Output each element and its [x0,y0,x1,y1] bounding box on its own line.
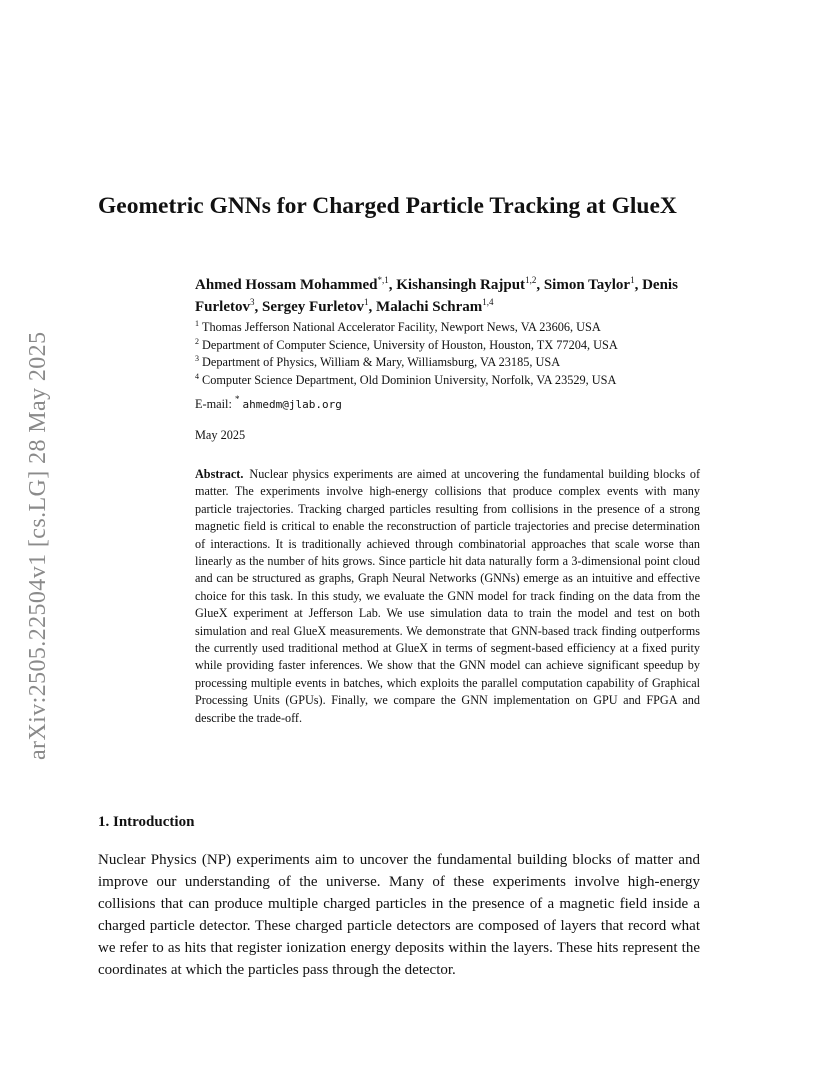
author: Malachi Schram$^{1,4}$ [376,297,494,315]
arxiv-sidebar [24,276,52,760]
author: Denis Furletov$^3$, [195,277,678,315]
author: Kishansingh Rajput$^{1,2}$, [396,275,544,293]
affiliation: $^4$ Computer Science Department, Old Dominion University, Norfolk, VA 23529, USA [195,371,617,387]
section-heading: 1. Introduction [98,814,195,830]
author: Simon Taylor$^1$, [543,275,643,293]
author: Ahmed Hossam Mohammed$^{*,1}$, [195,275,397,293]
paper-title: Geometric GNNs for Charged Particle Tracking at GlueX [98,193,677,219]
publication-date: May 2025 [195,428,246,442]
introduction-paragraph: Nuclear Physics (NP) experiments aim to uncover the fundamental building blocks of matter and improve our understanding of the universe. Many of these experiments involve high-energy collisions that can produce multiple charged particles in the presence of a magnetic field inside a charged particle detector. These charged particle detectors are composed of layers that record what we refer to as hits that register ionization energy deposits within the layers. These hits represent the coordinates at which the particles pass through the detector. [98,852,700,978]
affiliation-list [195,319,755,389]
email-marker: * [234,394,240,404]
abstract-label: Abstract. [195,467,244,481]
affiliation: $^1$ Thomas Jefferson National Accelerator Facility, Newport News, VA 23606, USA [195,319,601,334]
author-list [195,274,715,318]
arxiv-identifier: arXiv:2505.22504v1 [cs.LG] 28 May 2025 [25,331,51,760]
email-label: E-mail: [195,397,232,411]
affiliation: $^2$ Department of Computer Science, University of Houston, Houston, TX 77204, USA [195,336,618,352]
abstract [195,466,700,727]
abstract-text: Nuclear physics experiments are aimed at uncovering the fundamental building blocks of matter. The experiments involve high-energy collisions that produce complex events with many particle trajectories. Tracking charged particles resulting from collisions in the presence of a strong magnetic field is critical to enable the reconstruction of particle trajectories and precise determination of interactions. It is traditionally achieved through combinatorial approaches that scale worse than linearly as the number of hits grows. Since particle hit data naturally form a 3-dimensional point cloud and can be structured as graphs, Graph Neural Networks (GNNs) emerge as an intuitive and effective choice for this task. In this study, we evaluate the GNN model for track finding on the data from the GlueX experiment at Jefferson Lab. We use simulation data to train the model and test on both simulation and real GlueX measurements. We demonstrate that GNN-based track finding outperforms the currently used traditional method at GlueX in terms of segment-based efficiency at a fixed purity while providing faster inferences. We show that the GNN model can achieve significant speedup by processing multiple events in batches, which exploits the parallel computation capability of Graphical Processing Units (GPUs). Finally, we compare the GNN implementation on GPU and FPGA and describe the trade-off. [195,467,700,725]
contact-email [195,394,342,412]
author: Sergey Furletov$^1$, [261,297,377,315]
email-address[interactable]: ahmedm@jlab.org [242,398,342,411]
affiliation: $^3$ Department of Physics, William & Mary, Williamsburg, VA 23185, USA [195,354,561,369]
